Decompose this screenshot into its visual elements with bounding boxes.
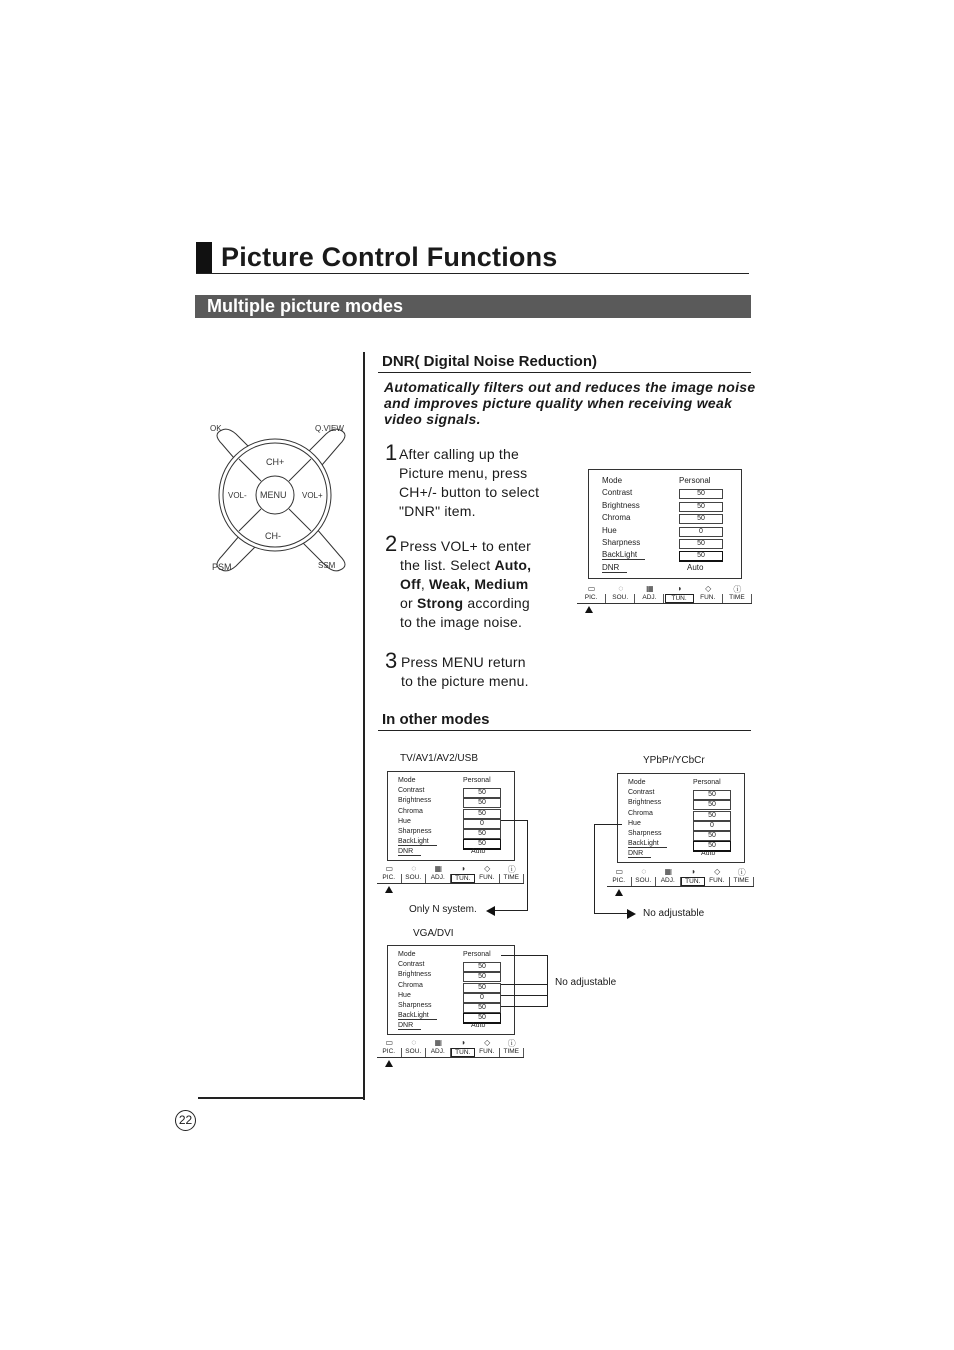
step-2-span: the list. Select	[400, 557, 495, 573]
caption-no-adjustable: No adjustable	[555, 977, 617, 988]
adjust-icon: ▦	[434, 864, 443, 873]
step-2-span: or	[400, 595, 417, 611]
menu-row-chroma	[618, 810, 744, 820]
menu-value-box: 50	[463, 1003, 501, 1013]
menu-value-text: Auto	[471, 1022, 486, 1030]
menu-value-box: 50	[463, 829, 501, 839]
page-number: 22	[175, 1110, 196, 1131]
step-3-text	[401, 653, 529, 691]
menu-value-box: 50	[693, 841, 731, 852]
menu-row-dnr	[618, 850, 744, 860]
info-icon: ⓘ	[507, 1039, 516, 1048]
menu-row-contrast	[388, 787, 514, 797]
connector-line	[501, 995, 548, 996]
connector-line	[594, 824, 622, 825]
menu-tab: ADJ.	[656, 877, 681, 886]
dnr-heading-rule	[378, 372, 751, 373]
remote-dpad-icon	[206, 420, 356, 580]
tab-bar-baseline	[577, 603, 752, 604]
menu-row-chroma	[589, 513, 741, 525]
menu-row-contrast	[388, 961, 514, 971]
menu-label: Chroma	[602, 513, 631, 523]
picture-icon: ▭	[385, 864, 394, 873]
step-1-number: 1	[385, 440, 398, 465]
menu-tab: SOU.	[606, 594, 635, 603]
title-accent-bar	[196, 242, 212, 274]
menu-tab: SOU.	[402, 1048, 427, 1057]
menu-tab: TUN.	[665, 594, 694, 603]
menu-row-mode	[388, 951, 514, 961]
connector-line	[594, 913, 628, 914]
step-3-number: 3	[385, 648, 398, 673]
menu-tab: ADJ.	[635, 594, 664, 603]
ok-label: OK	[210, 424, 222, 433]
info-icon: ⓘ	[733, 585, 742, 594]
menu-label: Chroma	[398, 807, 423, 815]
step-1-text	[399, 445, 539, 521]
function-icon: ◇	[714, 867, 721, 876]
selected-tab-arrow-icon	[385, 1060, 393, 1067]
menu-label: BackLight	[398, 1012, 437, 1020]
title-rule	[196, 273, 749, 274]
step-3-line: to the picture menu.	[401, 673, 529, 689]
menu-row-sharpness	[388, 828, 514, 838]
menu-tab: TUN.	[681, 877, 706, 886]
menu-row-hue	[388, 818, 514, 828]
menu-value-text: Personal	[679, 476, 711, 485]
picture-icon: ▭	[587, 584, 596, 593]
menu-value-box: 50	[693, 800, 731, 810]
menu-row-mode	[589, 476, 741, 488]
tv-menu-screen	[588, 469, 742, 579]
menu-label: Contrast	[398, 961, 425, 969]
selected-tab-arrow-icon	[385, 886, 393, 893]
menu-tab: TUN.	[451, 874, 476, 883]
menu-label: BackLight	[602, 550, 645, 560]
qview-label: Q.VIEW	[315, 424, 344, 433]
selected-tab-arrow-icon	[585, 606, 593, 613]
menu-label: Hue	[628, 819, 641, 827]
menu-label: Sharpness	[398, 1002, 432, 1009]
adjust-icon: ▦	[646, 584, 654, 593]
menu-value-box: 50	[463, 962, 501, 972]
menu-label: Brightness	[398, 797, 432, 805]
step-2-text	[400, 537, 531, 632]
caption-only-n-system: Only N system.	[409, 904, 477, 915]
vol-plus-label: VOL+	[302, 491, 323, 500]
menu-row-hue	[388, 992, 514, 1002]
adjust-icon: ▦	[664, 867, 673, 876]
connector-line	[527, 820, 528, 911]
menu-value-box: 50	[463, 983, 501, 993]
tv-menu-screen	[387, 945, 515, 1035]
step-2-line	[400, 556, 531, 575]
menu-tab: FUN.	[694, 594, 723, 603]
menu-row-brightness	[589, 501, 741, 513]
option-off: Off	[400, 576, 421, 592]
tune-icon: ◑	[460, 864, 466, 873]
step-3-line: Press MENU return	[401, 654, 526, 670]
menu-label: Sharpness	[628, 830, 662, 837]
caption-vga-dvi: VGA/DVI	[413, 928, 454, 939]
sound-icon: ◌	[411, 1038, 417, 1047]
menu-label: Contrast	[628, 789, 655, 797]
menu-label: DNR	[398, 1022, 421, 1030]
menu-tab: PIC.	[577, 594, 606, 603]
menu-value-box: 50	[679, 502, 723, 512]
tab-bar-baseline	[607, 886, 754, 887]
info-icon: ⓘ	[507, 865, 516, 874]
menu-label: Chroma	[398, 981, 423, 989]
step-2-line: Press VOL+ to enter	[400, 538, 532, 554]
menu-tab: TIME	[500, 1048, 525, 1057]
menu-tab: PIC.	[377, 1048, 402, 1057]
step-2-line	[400, 594, 531, 613]
connector-line	[494, 910, 528, 911]
menu-value-box: 50	[679, 539, 723, 549]
tune-icon: ◑	[676, 584, 682, 593]
menu-tab: ADJ.	[426, 874, 451, 883]
menu-label: Sharpness	[398, 828, 432, 835]
bottom-rule	[198, 1097, 365, 1099]
tv-menu-screen	[387, 771, 515, 861]
menu-tab: SOU.	[632, 877, 657, 886]
tab-bar-baseline	[377, 883, 524, 884]
menu-label: Contrast	[398, 787, 425, 795]
step-1-line: CH+/- button to select	[399, 484, 540, 500]
menu-value-text: Auto	[471, 848, 486, 856]
menu-label: BackLight	[398, 838, 437, 846]
menu-label: DNR	[602, 563, 627, 573]
menu-label: Sharpness	[602, 538, 641, 547]
menu-value-box: 50	[463, 809, 501, 819]
step-2-line: to the image noise.	[400, 614, 523, 630]
menu-label: Hue	[398, 817, 411, 825]
menu-label: Brightness	[628, 799, 662, 807]
column-divider	[363, 352, 365, 1100]
menu-row-dnr	[589, 563, 741, 575]
other-modes-heading: In other modes	[382, 711, 490, 728]
menu-value-box: 0	[463, 819, 501, 829]
step-2-number: 2	[385, 531, 398, 556]
connector-line	[501, 955, 548, 956]
menu-label: Hue	[398, 991, 411, 999]
menu-label: DNR	[628, 850, 651, 858]
ssm-label: SSM	[318, 561, 336, 570]
section-title: Multiple picture modes	[207, 296, 404, 316]
tune-icon: ◑	[460, 1038, 466, 1047]
psm-label: PSM	[212, 562, 232, 572]
step-2-line	[400, 575, 531, 594]
menu-tab-bar	[607, 867, 754, 887]
sound-icon: ◌	[641, 867, 647, 876]
connector-line	[501, 984, 548, 985]
other-modes-rule	[378, 730, 751, 731]
ch-plus-label: CH+	[266, 457, 285, 467]
menu-row-chroma	[388, 808, 514, 818]
remote-control-diagram	[206, 420, 356, 580]
menu-value-box: 0	[693, 821, 731, 831]
menu-value-box: 50	[693, 790, 731, 800]
menu-tab: PIC.	[377, 874, 402, 883]
menu-value-text: Personal	[463, 777, 491, 784]
arrow-left-icon	[486, 906, 495, 916]
option-weak-medium: Weak, Medium	[429, 576, 529, 592]
menu-row-contrast	[618, 789, 744, 799]
menu-tab: TIME	[500, 874, 525, 883]
menu-label: Chroma	[628, 809, 653, 817]
menu-value-box: 50	[679, 551, 723, 562]
arrow-right-icon	[627, 909, 636, 919]
menu-row-dnr	[388, 848, 514, 858]
menu-row-brightness	[388, 797, 514, 807]
function-icon: ◇	[484, 864, 491, 873]
menu-value-box: 50	[679, 489, 723, 499]
menu-label: Brightness	[398, 971, 432, 979]
option-auto: Auto,	[494, 557, 532, 573]
sound-icon: ◌	[618, 584, 624, 593]
menu-tab: FUN.	[705, 877, 730, 886]
dnr-heading: DNR( Digital Noise Reduction)	[382, 353, 598, 370]
menu-row-backlight	[388, 838, 514, 848]
selected-tab-arrow-icon	[615, 889, 623, 896]
menu-row-brightness	[618, 799, 744, 809]
menu-tab: FUN.	[475, 874, 500, 883]
menu-row-backlight	[589, 550, 741, 562]
picture-icon: ▭	[615, 867, 624, 876]
step-1-line: After calling up the	[399, 446, 519, 462]
menu-tab: ADJ.	[426, 1048, 451, 1057]
menu-row-hue	[589, 526, 741, 538]
menu-row-contrast	[589, 488, 741, 500]
menu-value-box: 50	[693, 811, 731, 821]
menu-value-box: 0	[679, 527, 723, 537]
menu-value-box: 50	[463, 788, 501, 798]
menu-label: MENU	[260, 490, 287, 500]
menu-row-dnr	[388, 1022, 514, 1032]
menu-label: Mode	[398, 951, 416, 958]
connector-line	[547, 955, 548, 1007]
menu-label: Contrast	[602, 488, 633, 498]
menu-tab-bar	[577, 584, 752, 604]
menu-value-box: 50	[463, 839, 501, 850]
tab-bar-baseline	[377, 1057, 524, 1058]
picture-icon: ▭	[385, 1038, 394, 1047]
menu-value-text: Auto	[687, 562, 704, 572]
function-icon: ◇	[705, 584, 712, 593]
intro-text: Automatically filters out and reduces the image noise and improves picture quality when receiving weak video signals.	[384, 379, 756, 427]
menu-value-box: 50	[463, 1013, 501, 1024]
tv-menu-screen	[617, 773, 745, 863]
menu-label: BackLight	[628, 840, 667, 848]
menu-value-box: 50	[693, 831, 731, 841]
tune-icon: ◑	[690, 867, 696, 876]
menu-value-box: 0	[463, 993, 501, 1003]
menu-value-box: 50	[679, 514, 723, 524]
menu-value-box: 50	[463, 972, 501, 982]
info-icon: ⓘ	[737, 868, 746, 877]
menu-tab: PIC.	[607, 877, 632, 886]
menu-label: Brightness	[602, 500, 640, 510]
step-1-line: Picture menu, press	[399, 465, 528, 481]
connector-line	[501, 1006, 548, 1007]
menu-value-box: 50	[463, 798, 501, 808]
menu-row-chroma	[388, 982, 514, 992]
menu-tab: TIME	[730, 877, 755, 886]
menu-row-backlight	[388, 1012, 514, 1022]
sound-icon: ◌	[411, 864, 417, 873]
menu-value-text: Personal	[693, 779, 721, 786]
menu-tab-bar	[377, 1038, 524, 1058]
menu-value-text: Personal	[463, 951, 491, 958]
menu-row-mode	[618, 779, 744, 789]
menu-row-backlight	[618, 840, 744, 850]
menu-tab: FUN.	[475, 1048, 500, 1057]
menu-tab-bar	[377, 864, 524, 884]
menu-row-hue	[618, 820, 744, 830]
menu-label: Hue	[602, 525, 617, 535]
menu-row-sharpness	[388, 1002, 514, 1012]
caption-tv-av-usb: TV/AV1/AV2/USB	[400, 753, 478, 764]
menu-label: Mode	[628, 779, 646, 786]
connector-line	[594, 824, 595, 914]
step-1-line: "DNR" item.	[399, 503, 476, 519]
step-2-span: ,	[420, 576, 430, 592]
step-2-span: according	[463, 595, 530, 611]
ch-minus-label: CH-	[265, 531, 281, 541]
menu-value-text: Auto	[701, 850, 716, 858]
menu-row-sharpness	[618, 830, 744, 840]
menu-label: Mode	[602, 476, 623, 485]
menu-label: DNR	[398, 848, 421, 856]
caption-no-adjustable: No adjustable	[643, 908, 705, 919]
menu-tab: TUN.	[451, 1048, 476, 1057]
menu-tab: SOU.	[402, 874, 427, 883]
menu-row-brightness	[388, 971, 514, 981]
menu-row-sharpness	[589, 538, 741, 550]
option-strong: Strong	[416, 595, 464, 611]
menu-tab: TIME	[723, 594, 752, 603]
menu-row-mode	[388, 777, 514, 787]
adjust-icon: ▦	[434, 1038, 443, 1047]
page-title: Picture Control Functions	[221, 242, 558, 272]
vol-minus-label: VOL-	[228, 491, 247, 500]
connector-line	[501, 820, 528, 821]
function-icon: ◇	[484, 1038, 491, 1047]
menu-label: Mode	[398, 777, 416, 784]
caption-ypbpr: YPbPr/YCbCr	[643, 755, 705, 766]
